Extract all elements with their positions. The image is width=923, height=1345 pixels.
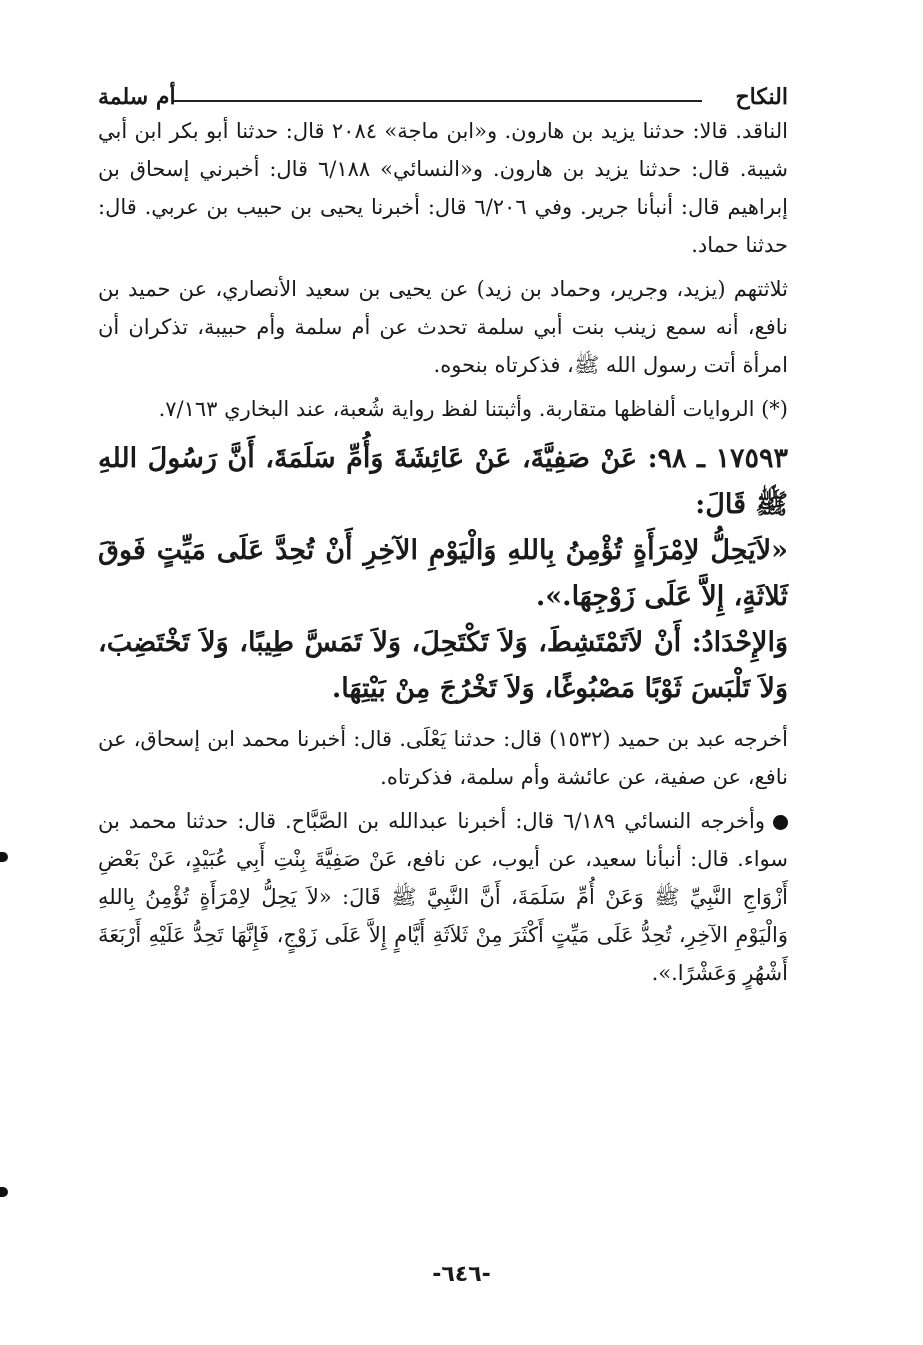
isnad-paragraph-1: الناقد. قالا: حدثنا يزيد بن هارون. و«ابن ماجة» ٢٠٨٤ قال: حدثنا أبو بكر ابن أبي شيبة. قال: حدثنا يزيد بن هارون. و«النسائي» ٦/١٨٨ قال: أخبرني إسحاق بن إبراهيم قال: أنبأنا جرير. وفي ٦/٢٠٦ قال: أخبرنا يحيى بن حبيب بن عربي. قال: حدثنا حماد.	[98, 119, 789, 257]
header-rule	[172, 100, 702, 102]
page-number: -٦٤٦-	[432, 1262, 491, 1287]
chapter-title: النكاح	[735, 84, 788, 110]
section-title: أم سلمة	[98, 84, 176, 110]
margin-mark	[0, 852, 8, 862]
page-body	[98, 78, 788, 992]
takhrij-paragraph-2-text: وأخرجه النسائي ٦/١٨٩ قال: أخبرنا عبدالله بن الصَّبَّاح. قال: حدثنا محمد بن سواء. قال: أنبأنا سعيد، عن أيوب، عن نافع، عَنْ صَفِيَّةَ بِنْتِ أَبِي عُبَيْدٍ، عَنْ بَعْضِ أَزْوَاجِ النَّبِيِّ ﷺ وَعَنْ أُمِّ سَلَمَةَ، أَنَّ النَّبِيَّ ﷺ قَالَ: «لاَ يَحِلُّ لاِمْرَأَةٍ تُؤْمِنُ بِاللهِ وَالْيَوْمِ الآخِرِ، تُحِدُّ عَلَى مَيِّتٍ أَكْثَرَ مِنْ ثَلاَثَةِ أَيَّامٍ إِلاَّ عَلَى زَوْجٍ، فَإِنَّهَا تَحِدُّ عَلَيْهِ أَرْبَعَةَ أَشْهُرٍ وَعَشْرًا.».	[98, 809, 788, 985]
hadith-heading: ١٧٥٩٣ ـ ٩٨: عَنْ صَفِيَّةَ، عَنْ عَائِشَةَ وَأُمِّ سَلَمَةَ، أَنَّ رَسُولَ اللهِ ﷺ قَالَ:	[98, 443, 788, 520]
bullet-icon	[773, 815, 788, 830]
footnote-paragraph: (*) الروايات ألفاظها متقاربة. وأثبتنا لفظ رواية شُعبة، عند البخاري ٧/١٦٣.	[158, 397, 788, 421]
hadith-explanation: وَالإِحْدَادُ: أَنْ لاَتَمْتَشِطَ، وَلاَ تَكْتَحِلَ، وَلاَ تَمَسَّ طِيبًا، وَلاَ تَخْتَضِبَ، وَلاَ تَلْبَسَ ثَوْبًا مَصْبُوغًا، وَلاَ تَخْرُجَ مِنْ بَيْتِهَا.	[98, 627, 788, 704]
takhrij-paragraph-2	[98, 802, 788, 992]
margin-mark	[0, 1187, 8, 1197]
takhrij-paragraph-1: أخرجه عبد بن حميد (١٥٣٢) قال: حدثنا يَعْلَى. قال: أخبرنا محمد ابن إسحاق، عن نافع، عن صفية، عن عائشة وأم سلمة، فذكرتاه.	[98, 727, 788, 789]
hadith-text: «لاَيَحِلُّ لاِمْرَأَةٍ تُؤْمِنُ بِاللهِ وَالْيَوْمِ الآخِرِ أَنْ تُحِدَّ عَلَى مَيِّتٍ فَوقَ ثَلاثَةٍ، إِلاَّ عَلَى زَوْجِهَا.».	[98, 535, 788, 612]
running-header	[98, 78, 788, 112]
isnad-paragraph-2: ثلاثتهم (يزيد، وجرير، وحماد بن زيد) عن يحيى بن سعيد الأنصاري، عن حميد بن نافع، أنه سمع زينب بنت أبي سلمة تحدث عن أم سلمة وأم حبيبة، تذكران أن امرأة أتت رسول الله ﷺ، فذكرتاه بنحوه.	[98, 277, 788, 377]
